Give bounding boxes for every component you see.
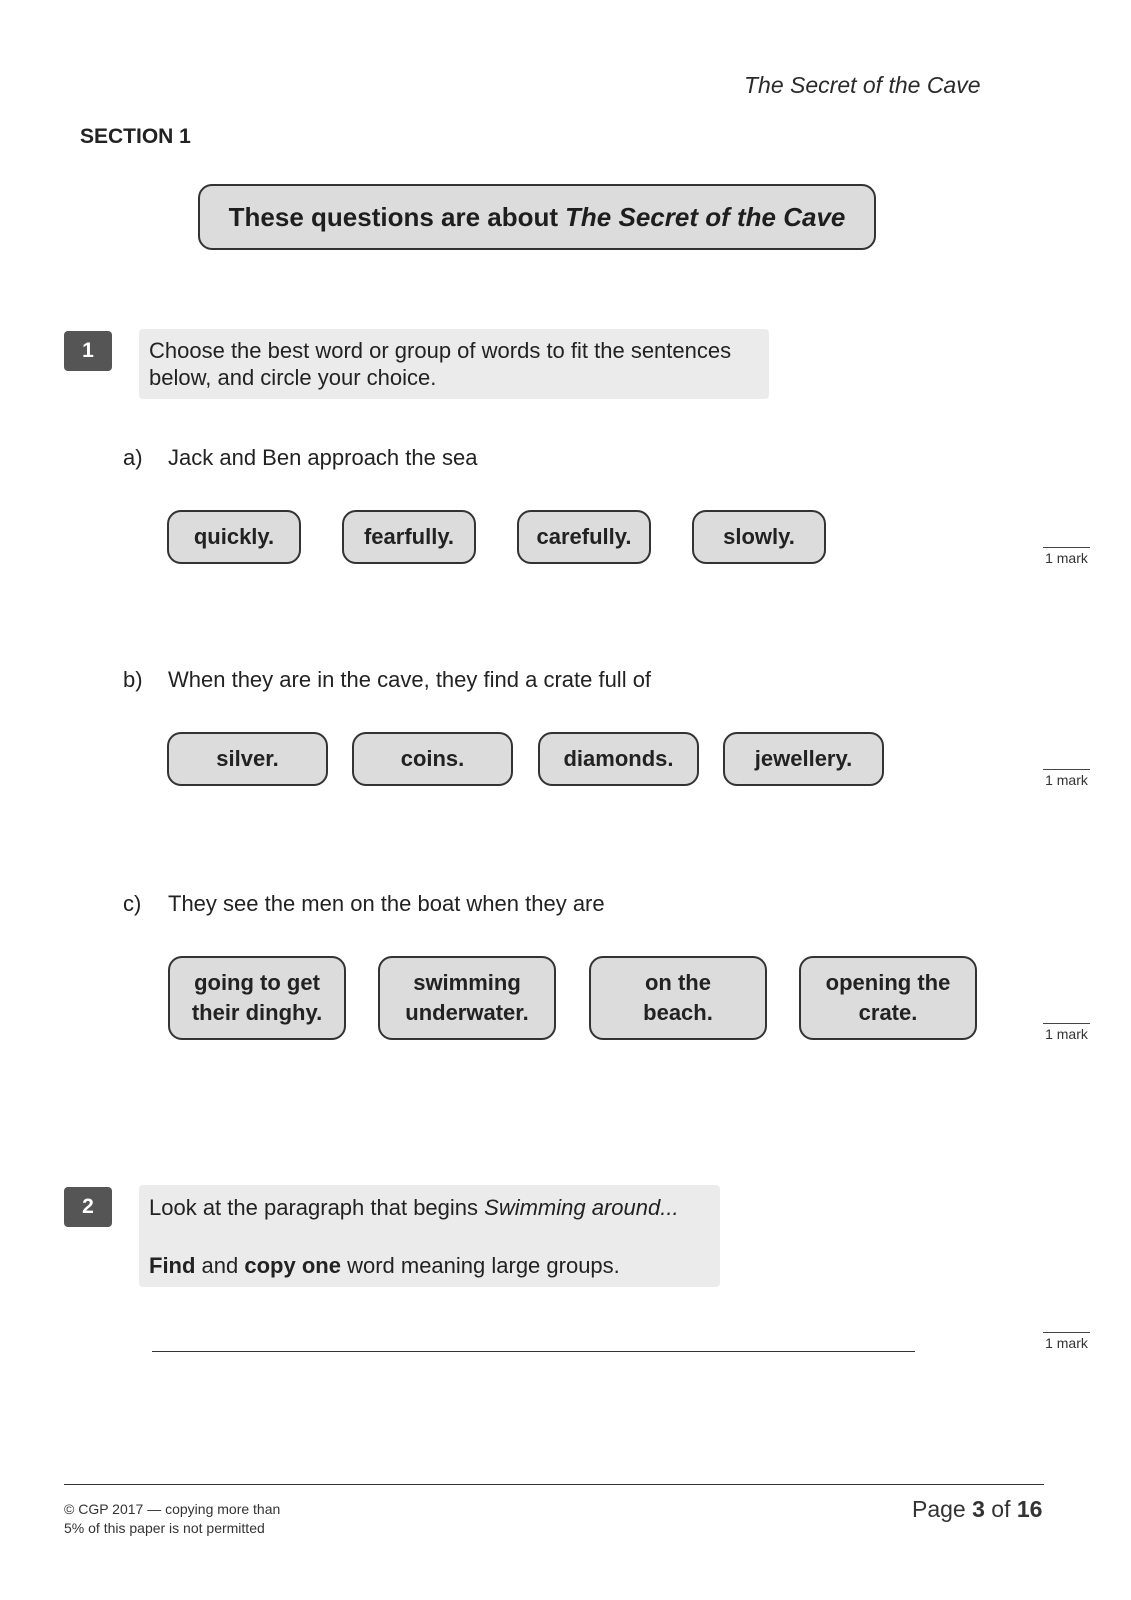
option-quickly[interactable]: quickly. [167,510,301,564]
option-line: opening the [825,970,951,995]
option-diamonds[interactable]: diamonds. [538,732,699,786]
part-label: a) [123,445,143,470]
option-fearfully[interactable]: fearfully. [342,510,476,564]
instruction-line: Choose the best word or group of words to fit the sentences [149,338,732,363]
page-of: of [984,1496,1017,1522]
part-text: They see the men on the boat when they are [168,891,605,916]
instruction-line: below, and circle your choice. [149,365,437,390]
option-line: on the [644,970,711,995]
instruction-italic: Swimming around... [484,1195,679,1220]
option-slowly[interactable]: slowly. [692,510,826,564]
instruction-bold: copy one [244,1253,341,1278]
copyright-line: © CGP 2017 — copying more than [64,1501,281,1517]
question-number-1: 1 [64,331,112,371]
page-prefix: Page [912,1496,973,1522]
option-line: underwater. [405,1000,529,1025]
section-banner [198,184,876,250]
option-line: crate. [858,1000,918,1025]
option-jewellery[interactable]: jewellery. [723,732,884,786]
marks-label: 1 mark [1043,547,1090,566]
option-carefully[interactable]: carefully. [517,510,651,564]
page-number [912,1496,1042,1523]
part-text: Jack and Ben approach the sea [168,445,478,470]
instruction-text: and [195,1253,245,1278]
question-1c-prompt [123,891,605,917]
instruction-text: word meaning large groups. [340,1253,620,1278]
copyright-line: 5% of this paper is not permitted [64,1520,265,1536]
marks-label: 1 mark [1043,769,1090,788]
option-line: their dinghy. [191,1000,323,1025]
question-1a-prompt [123,445,477,471]
instruction-line [149,1194,710,1221]
banner-text: These questions are about [228,201,559,232]
answer-line[interactable] [152,1351,915,1352]
paper-title: The Secret of the Cave [744,72,981,98]
part-text: When they are in the cave, they find a crate full of [168,667,652,692]
option-swimming-underwater[interactable] [378,956,556,1040]
part-label: c) [123,891,142,916]
section-label: SECTION 1 [80,125,191,148]
question-1b-prompt [123,667,651,693]
option-going-to-get-their-dinghy[interactable] [168,956,346,1040]
instruction-text: Look at the paragraph that begins [149,1195,485,1220]
option-silver[interactable]: silver. [167,732,328,786]
footer-divider [64,1484,1044,1485]
option-line: beach. [643,1000,713,1025]
question-1-instruction [139,329,769,399]
option-coins[interactable]: coins. [352,732,513,786]
page-current: 3 [972,1496,985,1522]
option-opening-the-crate[interactable] [799,956,977,1040]
option-line: going to get [194,970,320,995]
option-line: swimming [413,970,521,995]
instruction-line [149,1252,710,1279]
question-2-instruction [139,1185,720,1287]
marks-label: 1 mark [1043,1332,1090,1351]
copyright-notice [64,1500,280,1538]
marks-label: 1 mark [1043,1023,1090,1042]
instruction-bold: Find [149,1253,196,1278]
page-total: 16 [1016,1496,1043,1522]
part-label: b) [123,667,143,692]
banner-title: The Secret of the Cave [565,201,846,232]
option-on-the-beach[interactable] [589,956,767,1040]
question-number-2: 2 [64,1187,112,1227]
